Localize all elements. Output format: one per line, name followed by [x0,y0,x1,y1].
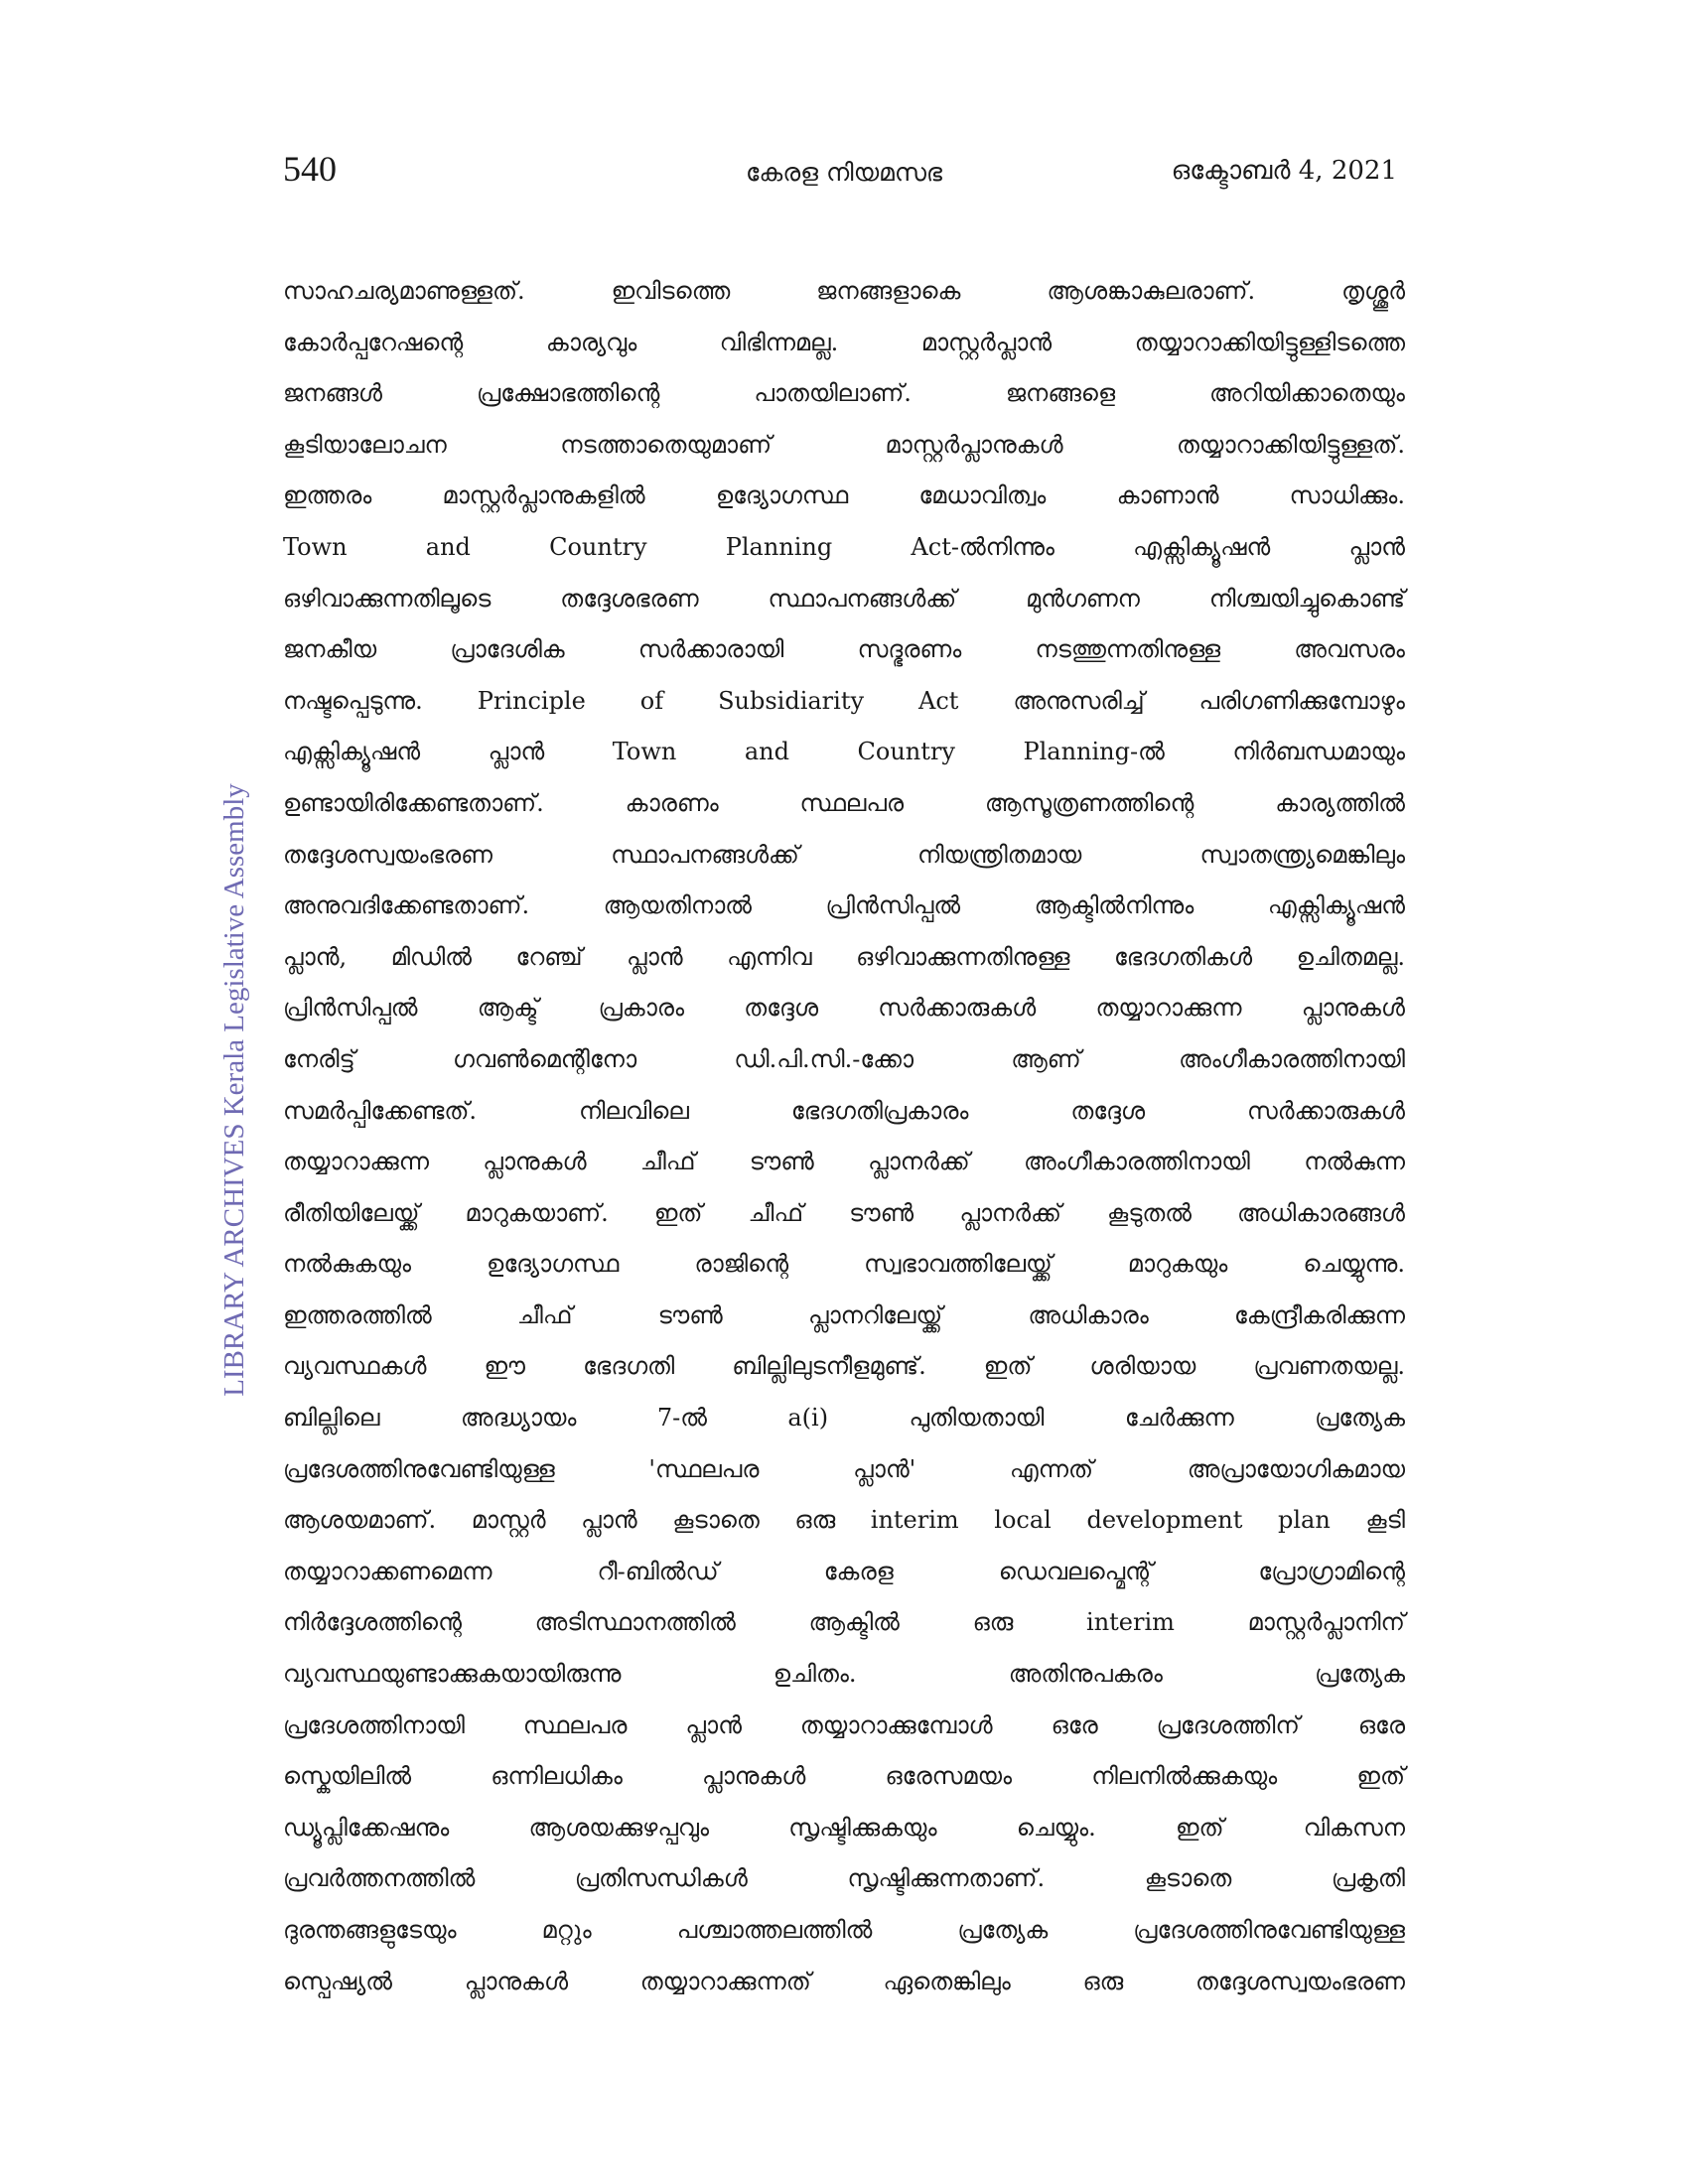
text-line: വ്യവസ്ഥയുണ്ടാക്കുകയായിരുന്നു ഉചിതം. അതിനുപകരം പ്രത്യേക [283,1660,1405,1689]
text-line: സ്പെഷ്യൽ പ്ലാനുകൾ തയ്യാറാക്കുന്നത് ഏതെങ്കിലും ഒരു തദ്ദേശസ്വയംഭരണ [283,1967,1405,1995]
running-date: ഒക്ടോബർ 4, 2021 [1171,156,1397,186]
text-line: കൂടിയാലോചന നടത്താതെയുമാണ് മാസ്റ്റർപ്ലാനുകൾ തയ്യാറാക്കിയിട്ടുള്ളത്. [283,430,1405,459]
text-line: സാഹചര്യമാണുള്ളത്. ഇവിടത്തെ ജനങ്ങളാകെ ആശങ്കാകുലരാണ്. തൃശ്ശൂർ [283,277,1405,305]
text-line: ഇത്തരത്തിൽ ചീഫ് ടൗൺ പ്ലാനറിലേയ്ക്ക് അധികാരം കേന്ദ്രീകരിക്കുന്ന [283,1300,1405,1329]
text-line: ജനങ്ങൾ പ്രക്ഷോഭത്തിന്റെ പാതയിലാണ്. ജനങ്ങളെ അറിയിക്കാതെയും [283,379,1405,408]
text-line: സ്കെയിലിൽ ഒന്നിലധികം പ്ലാനുകൾ ഒരേസമയം നിലനിൽക്കുകയും ഇത് [283,1762,1405,1791]
text-line: നൽകുകയും ഉദ്യോഗസ്ഥ രാജിന്റെ സ്വഭാവത്തിലേയ്ക്ക് മാറുകയും ചെയ്യുന്നു. [283,1250,1405,1279]
text-line: തദ്ദേശസ്വയംഭരണ സ്ഥാപനങ്ങൾക്ക് നിയന്ത്രിതമായ സ്വാതന്ത്ര്യമെങ്കിലും [283,840,1405,869]
text-line: അനുവദിക്കേണ്ടതാണ്. ആയതിനാൽ പ്രിൻസിപ്പൽ ആക്ടിൽനിന്നും എക്സിക്യൂഷൻ [283,891,1405,920]
page-number: 540 [283,149,337,189]
text-line: പ്രവർത്തനത്തിൽ പ്രതിസന്ധികൾ സൃഷ്ടിക്കുന്നതാണ്. കൂടാതെ പ്രകൃതി [283,1864,1405,1893]
text-line: വ്യവസ്ഥകൾ ഈ ഭേദഗതി ബില്ലിലുടനീളമുണ്ട്. ഇത് ശരിയായ പ്രവണതയല്ല. [283,1352,1405,1381]
text-line: ഒഴിവാക്കുന്നതിലൂടെ തദ്ദേശഭരണ സ്ഥാപനങ്ങൾക്ക് മുൻഗണന നിശ്ചയിച്ചുകൊണ്ട് [283,584,1405,613]
text-line: പ്രദേശത്തിനുവേണ്ടിയുള്ള 'സ്ഥലപര പ്ലാൻ' എന്നത് അപ്രായോഗികമായ [283,1454,1405,1483]
text-line: Town and Country Planning Act-ൽനിന്നും എക്സിക്യൂഷൻ പ്ലാൻ [283,532,1405,561]
text-line: ഉണ്ടായിരിക്കേണ്ടതാണ്. കാരണം സ്ഥലപര ആസൂത്രണത്തിന്റെ കാര്യത്തിൽ [283,788,1405,817]
text-line: പ്രദേശത്തിനായി സ്ഥലപര പ്ലാൻ തയ്യാറാക്കുമ്പോൾ ഒരേ പ്രദേശത്തിന് ഒരേ [283,1710,1405,1739]
text-line: നിർദ്ദേശത്തിന്റെ അടിസ്ഥാനത്തിൽ ആക്ടിൽ ഒരു interim മാസ്റ്റർപ്ലാനിന് [283,1608,1405,1637]
body-text [283,266,1405,2007]
text-line: പ്ലാൻ, മിഡിൽ റേഞ്ച് പ്ലാൻ എന്നിവ ഒഴിവാക്കുന്നതിനുള്ള ഭേദഗതികൾ ഉചിതമല്ല. [283,942,1405,971]
text-line: നഷ്ടപ്പെടുന്നു. Principle of Subsidiarity Act അനുസരിച്ച് പരിഗണിക്കുമ്പോഴും [283,686,1405,715]
text-line: തയ്യാറാക്കണമെന്ന റീ-ബിൽഡ് കേരള ഡെവലപ്മെന്റ് പ്രോഗ്രാമിന്റെ [283,1557,1405,1585]
text-line: കോർപ്പറേഷന്റെ കാര്യവും വിഭിന്നമല്ല. മാസ്റ്റർപ്ലാൻ തയ്യാറാക്കിയിട്ടുള്ളിടത്തെ [283,328,1405,356]
text-line: എക്സിക്യൂഷൻ പ്ലാൻ Town and Country Planning-ൽ നിർബന്ധമായും [283,738,1405,766]
running-title: കേരള നിയമസഭ [746,158,942,187]
text-line: ദുരന്തങ്ങളുടേയും മറ്റും പശ്ചാത്തലത്തിൽ പ്രത്യേക പ്രദേശത്തിനുവേണ്ടിയുള്ള [283,1916,1405,1944]
text-line: നേരിട്ട് ഗവൺമെന്റിനോ ഡി.പി.സി.-ക്കോ ആണ് അംഗീകാരത്തിനായി [283,1044,1405,1073]
text-line: രീതിയിലേയ്ക്ക് മാറുകയാണ്. ഇത് ചീഫ് ടൗൺ പ്ലാനർക്ക് കൂടുതൽ അധികാരങ്ങൾ [283,1198,1405,1227]
text-line: ജനകീയ പ്രാദേശിക സർക്കാരായി സദ്ഭരണം നടത്തുന്നതിനുള്ള അവസരം [283,635,1405,664]
text-line: ഡ്യൂപ്ലിക്കേഷനും ആശയക്കുഴപ്പവും സൃഷ്ടിക്കുകയും ചെയ്യും. ഇത് വികസന [283,1813,1405,1842]
text-line: ഇത്തരം മാസ്റ്റർപ്ലാനുകളിൽ ഉദ്യോഗസ്ഥ മേധാവിത്വം കാണാൻ സാധിക്കും. [283,481,1405,510]
text-line: പ്രിൻസിപ്പൽ ആക്ട് പ്രകാരം തദ്ദേശ സർക്കാരുകൾ തയ്യാറാക്കുന്ന പ്ലാനുകൾ [283,994,1405,1023]
library-archives-watermark: LIBRARY ARCHIVES Kerala Legislative Assembly [218,783,250,1397]
text-line: സമർപ്പിക്കേണ്ടത്. നിലവിലെ ഭേദഗതിപ്രകാരം തദ്ദേശ സർക്കാരുകൾ [283,1096,1405,1125]
text-line: ആശയമാണ്. മാസ്റ്റർ പ്ലാൻ കൂടാതെ ഒരു interim local development plan കൂടി [283,1506,1405,1535]
text-line: തയ്യാറാക്കുന്ന പ്ലാനുകൾ ചീഫ് ടൗൺ പ്ലാനർക്ക് അംഗീകാരത്തിനായി നൽകുന്ന [283,1148,1405,1176]
text-line: ബില്ലിലെ അദ്ധ്യായം 7-ൽ a(i) പുതിയതായി ചേർക്കുന്ന പ്രത്യേക [283,1404,1405,1433]
